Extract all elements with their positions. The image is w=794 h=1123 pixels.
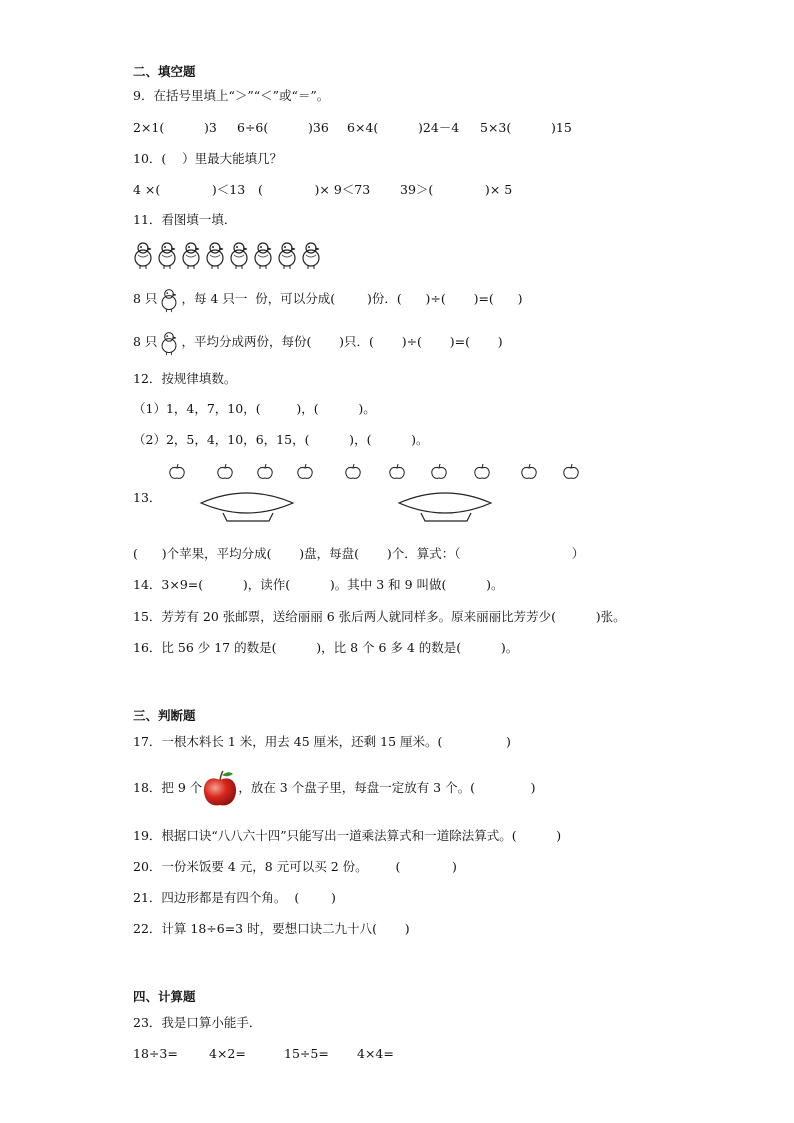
q18 [133,768,536,809]
q11-line2-suffix: ，平均分成两份，每份( )只．( )÷( )=( ) [181,334,503,349]
q20: 20．一份米饭要 4 元，8 元可以买 2 份。 ( ) [133,859,457,874]
q9-item-2: 6÷6( )36 [237,120,329,135]
q11-line-2 [133,329,503,356]
q11-stem: 11．看图填一填． [133,212,237,227]
plate-icon [397,489,493,525]
chick-icon [275,240,299,270]
q23-item-3: 15÷5= [284,1046,329,1061]
q10-item-2: ( )× 9＜73 [258,182,371,197]
q11-line1-suffix: ，每 4 只一 份，可以分成( )份．( )÷( )=( ) [181,291,523,306]
apple-outline-icon [520,463,538,481]
q21: 21．四边形都是有四个角。 ( ) [133,890,336,905]
q9-item-3: 6×4( )24－4 [347,120,460,135]
apple-outline-icon [473,463,491,481]
red-apple-icon [202,769,238,809]
apple-outline-icon [216,463,234,481]
chick-icon [251,240,275,270]
q11-line-1 [133,286,523,313]
q12-line-1: （1）1，4，7，10，( )，( )。 [133,401,376,416]
q11-line2-prefix: 8 只 [133,334,158,349]
q13-number: 13． [133,490,162,505]
q23-item-1: 18÷3= [133,1046,178,1061]
q16: 16．比 56 少 17 的数是( )，比 8 个 6 多 4 的数是( )。 [133,640,519,655]
section-title-judgement: 三、判断题 [133,708,196,723]
chick-icon [299,240,323,270]
q23-item-4: 4×4= [357,1046,394,1061]
q18-prefix: 18．把 9 个 [133,780,203,795]
q12-line-2: （2）2，5，4，10，6，15，( )，( )。 [133,432,429,447]
q14: 14．3×9=( )，读作( )。其中 3 和 9 叫做( )。 [133,577,504,592]
section-title-fill-blank: 二、填空题 [133,64,196,79]
plate-icon [199,489,295,525]
apple-outline-icon [388,463,406,481]
q15: 15．芳芳有 20 张邮票，送给丽丽 6 张后两人就同样多。原来丽丽比芳芳少( )张。 [133,609,626,624]
chick-row [131,240,323,270]
q10-item-1: 4 ×( )＜13 [133,182,246,197]
chick-icon [155,240,179,270]
q10-item-3: 39＞( )× 5 [400,182,513,197]
q10-stem: 10．( ）里最大能填几？ [133,151,283,166]
apple-outline-icon [344,463,362,481]
apple-row [168,463,588,485]
q23-item-2: 4×2= [209,1046,246,1061]
chick-icon [179,240,203,270]
chick-icon [131,240,155,270]
q9-stem: 9．在括号里填上“＞”“＜”或“＝”。 [133,88,330,103]
q17: 17．一根木料长 1 米，用去 45 厘米，还剩 15 厘米。( ) [133,734,511,749]
q9-item-4: 5×3( )15 [480,120,572,135]
q9-item-1: 2×1( )3 [133,120,217,135]
q13-answer-line: ( )个苹果，平均分成( )盘，每盘( )个．算式：（ ） [133,546,585,561]
chick-icon [157,330,181,356]
chick-icon [157,287,181,313]
q18-suffix: ，放在 3 个盘子里，每盘一定放有 3 个。( ) [238,780,536,795]
apple-outline-icon [168,463,186,481]
section-title-calculation: 四、计算题 [133,989,196,1004]
q12-stem: 12．按规律填数。 [133,371,237,386]
apple-outline-icon [430,463,448,481]
q11-line1-prefix: 8 只 [133,291,158,306]
apple-outline-icon [296,463,314,481]
chick-icon [227,240,251,270]
apple-outline-icon [256,463,274,481]
apple-outline-icon [562,463,580,481]
q22: 22．计算 18÷6=3 时，要想口诀二九十八( ) [133,921,410,936]
q23-stem: 23．我是口算小能手． [133,1015,262,1030]
chick-icon [203,240,227,270]
q19: 19．根据口诀“八八六十四”只能写出一道乘法算式和一道除法算式。( ) [133,828,562,843]
